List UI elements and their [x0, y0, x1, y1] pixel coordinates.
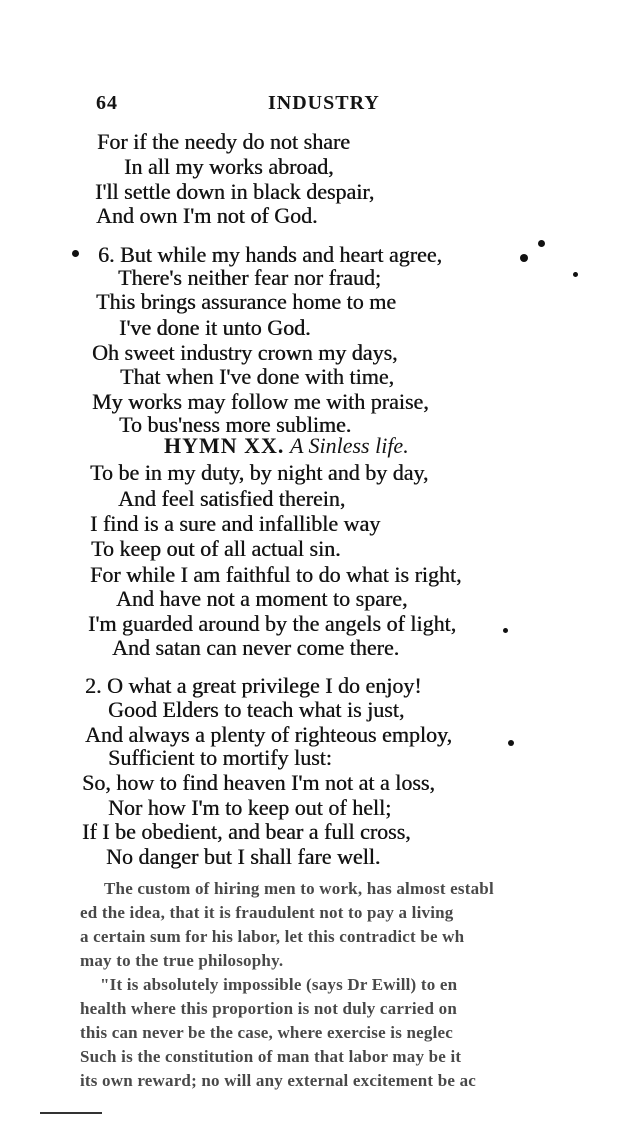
hymn-number: HYMN XX.: [164, 433, 285, 458]
verse-line: So, how to find heaven I'm not at a loss,: [82, 770, 435, 795]
verse-line: I'll settle down in black despair,: [95, 179, 375, 204]
verse-line: And feel satisfied therein,: [118, 486, 346, 511]
verse-line: For while I am faithful to do what is right,: [90, 562, 462, 587]
verse-line: I've done it unto God.: [119, 315, 311, 340]
verse-line: To keep out of all actual sin.: [91, 536, 341, 561]
ink-speck: [508, 740, 514, 746]
verse-line: 2. O what a great privilege I do enjoy!: [85, 673, 422, 698]
prose-line: health where this proportion is not duly carried on: [80, 999, 457, 1018]
verse-line: Good Elders to teach what is just,: [108, 697, 405, 722]
verse-line: If I be obedient, and bear a full cross,: [82, 819, 411, 844]
verse-line: Nor how I'm to keep out of hell;: [108, 795, 392, 820]
verse-line: To be in my duty, by night and by day,: [90, 460, 429, 485]
hymn-subtitle: A Sinless life.: [289, 433, 409, 458]
bottom-rule: [40, 1112, 102, 1114]
prose-line: "It is absolutely impossible (says Dr Ewill) to en: [100, 975, 458, 994]
verse-line: I'm guarded around by the angels of light,: [88, 611, 457, 636]
verse-line: And satan can never come there.: [112, 635, 400, 660]
verse-line: And always a plenty of righteous employ,: [85, 722, 452, 747]
verse-line: My works may follow me with praise,: [92, 389, 429, 414]
prose-line: its own reward; no will any external excitement be ac: [80, 1071, 477, 1090]
verse-line: There's neither fear nor fraud;: [118, 265, 381, 290]
verse-line: This brings assurance home to me: [96, 289, 396, 314]
verse-line: Oh sweet industry crown my days,: [92, 340, 398, 365]
verse-line: To bus'ness more sublime.: [119, 412, 352, 437]
verse-line: And own I'm not of God.: [96, 203, 318, 228]
prose-line: a certain sum for his labor, let this contradict be wh: [80, 927, 465, 946]
ink-speck: [538, 240, 545, 247]
ink-speck: [573, 272, 578, 277]
running-title: INDUSTRY: [268, 92, 380, 114]
verse-line: That when I've done with time,: [120, 364, 395, 389]
ink-speck: [520, 254, 528, 262]
prose-line: this can never be the case, where exercise is neglec: [80, 1023, 453, 1042]
prose-line: may to the true philosophy.: [80, 951, 284, 970]
verse-line: Sufficient to mortify lust:: [108, 745, 332, 770]
hymn-title: [164, 433, 409, 459]
page-number: 64: [96, 92, 118, 114]
ink-speck: [72, 250, 79, 257]
verse-line: I find is a sure and infallible way: [90, 511, 381, 536]
prose-line: ed the idea, that it is fraudulent not to pay a living: [80, 903, 454, 922]
verse-line: And have not a moment to spare,: [116, 586, 408, 611]
prose-line: The custom of hiring men to work, has almost establ: [104, 879, 494, 898]
verse-line: 6. But while my hands and heart agree,: [98, 242, 442, 267]
prose-line: Such is the constitution of man that labor may be it: [80, 1047, 462, 1066]
ink-speck: [503, 628, 508, 633]
verse-line: No danger but I shall fare well.: [106, 844, 381, 869]
verse-line: In all my works abroad,: [124, 154, 334, 179]
verse-line: For if the needy do not share: [97, 129, 350, 154]
